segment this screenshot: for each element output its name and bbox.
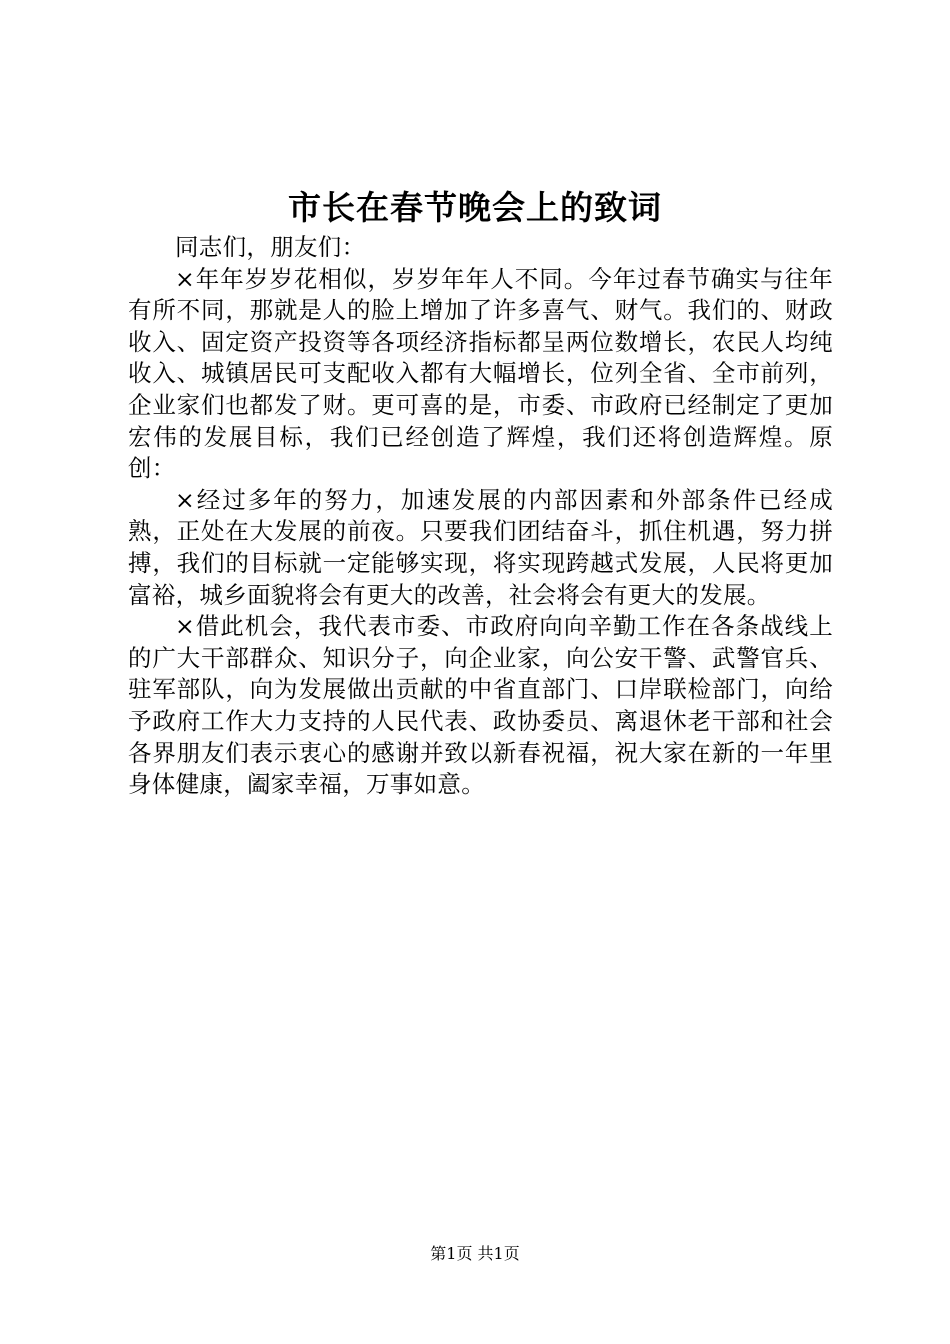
document-body xyxy=(128,232,833,801)
salutation: 同志们，朋友们： xyxy=(175,233,366,261)
document-title: 市长在春节晚会上的致词 xyxy=(288,188,662,227)
paragraph-3: ×借此机会，我代表市委、市政府向向辛勤工作在各条战线上的广大干部群众、知识分子，向企业家，向公安干警、武警官兵、驻军部队，向为发展做出贡献的中省直部门、口岸联检部门，向给予政府工作大力支持的人民代表、政协委员、离退休老干部和社会各界朋友们表示衷心的感谢并致以新春祝福，祝大家在新的一年里身体健康，阖家幸福，万事如意。 xyxy=(128,612,833,799)
page-number-footer: 第1页 共1页 xyxy=(430,1244,520,1263)
paragraph-2: ×经过多年的努力，加速发展的内部因素和外部条件已经成熟，正处在大发展的前夜。只要我们团结奋斗，抓住机遇，努力拼搏，我们的目标就一定能够实现，将实现跨越式发展，人民将更加富裕，城乡面貌将会有更大的改善，社会将会有更大的发展。 xyxy=(128,485,833,609)
paragraph-1: ×年年岁岁花相似，岁岁年年人不同。今年过春节确实与往年有所不同，那就是人的脸上增加了许多喜气、财气。我们的、财政收入、固定资产投资等各项经济指标都呈两位数增长，农民人均纯收入、城镇居民可支配收入都有大幅增长，位列全省、全市前列，企业家们也都发了财。更可喜的是，市委、市政府已经制定了更加宏伟的发展目标，我们已经创造了辉煌，我们还将创造辉煌。原创： xyxy=(128,264,833,483)
